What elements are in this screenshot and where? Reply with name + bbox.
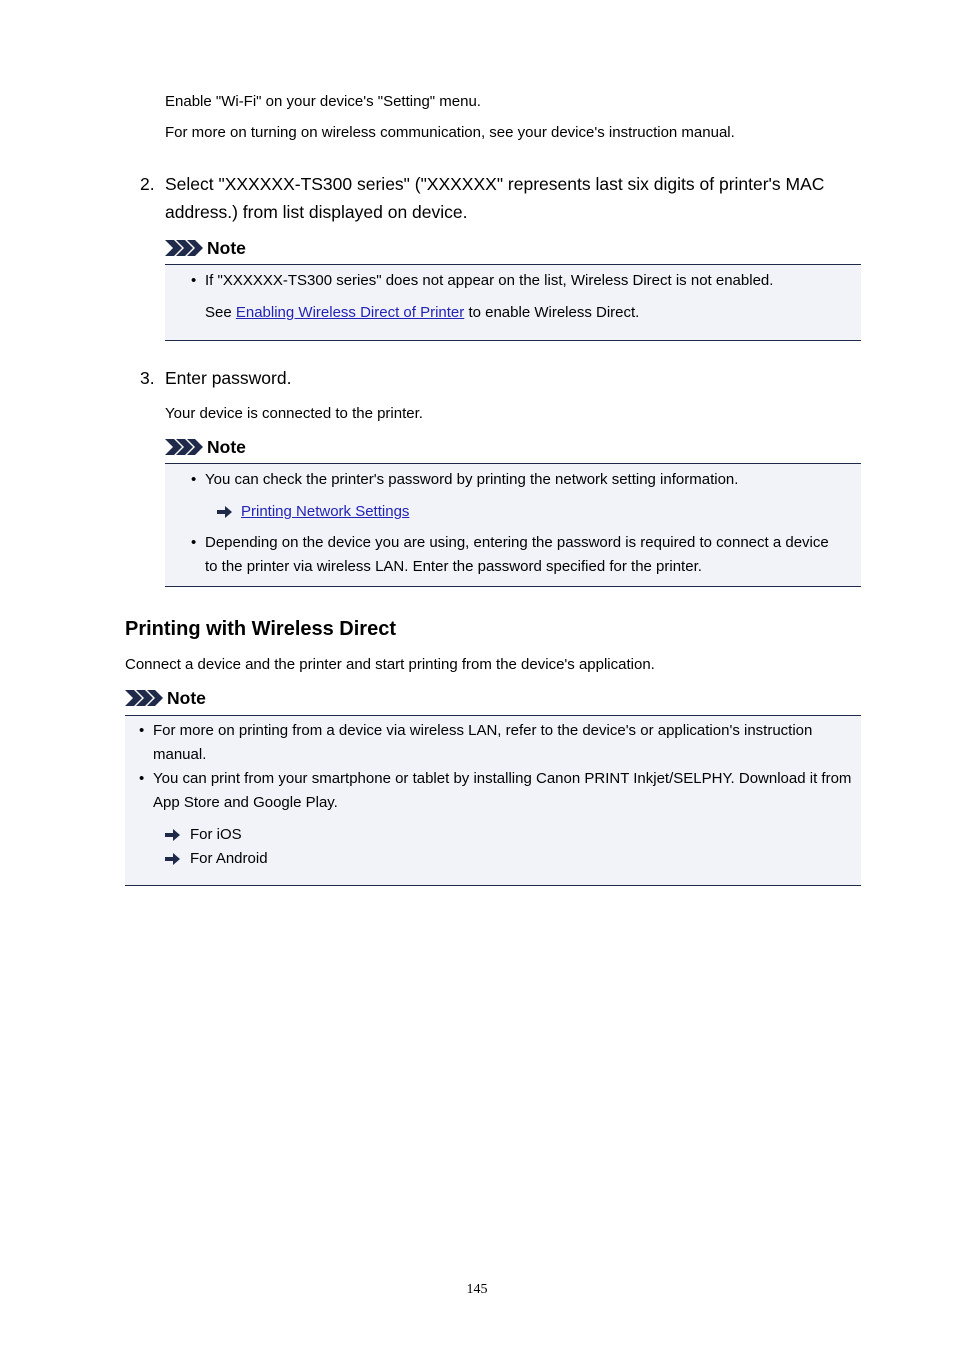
note-box [165, 463, 861, 587]
bullet-dot: • [139, 770, 145, 787]
note-heading [165, 437, 246, 457]
arrow-right-icon [165, 853, 181, 865]
see-prefix: See [205, 304, 236, 321]
section-body: Connect a device and the printer and start printing from the device's application. [125, 656, 655, 673]
page-number: 145 [466, 1282, 488, 1297]
note-box [125, 715, 861, 886]
step-3-result: Your device is connected to the printer. [165, 405, 423, 422]
see-suffix: to enable Wireless Direct. [464, 304, 640, 321]
note-label: Note [207, 437, 246, 457]
arrow-right-icon [165, 829, 181, 841]
step-2-number: 2. [140, 174, 155, 194]
note-label: Note [207, 238, 246, 258]
printing-network-settings-link[interactable]: Printing Network Settings [241, 503, 410, 520]
note-box [165, 264, 861, 341]
for-ios-link[interactable]: For iOS [190, 826, 242, 843]
note-bullet-text: For more on printing from a device via wireless LAN, refer to the device's or application's instruction manual. [153, 722, 813, 763]
arrow-right-icon [217, 506, 233, 518]
note-see-line [205, 301, 855, 325]
step-3-text: Enter password. [165, 368, 292, 388]
note-bullet-text: Depending on the device you are using, entering the password is required to connect a device to the printer via wireless LAN. Enter the password specified for the printer. [205, 534, 829, 575]
note-heading [165, 238, 246, 258]
step-2-text: Select "XXXXXX-TS300 series" ("XXXXXX" represents last six digits of printer's MAC address.) from list displayed on device. [165, 174, 825, 222]
enabling-wireless-direct-link[interactable]: Enabling Wireless Direct of Printer [235, 304, 465, 321]
note-bullet-text: You can print from your smartphone or tablet by installing Canon PRINT Inkjet/SELPHY. Download it from App Store and Google Play. [153, 770, 852, 811]
intro-line-2: For more on turning on wireless communication, see your device's instruction manual. [165, 124, 735, 141]
note-bullet-text: If "XXXXXX-TS300 series" does not appear on the list, Wireless Direct is not enabled. [205, 272, 774, 289]
for-android-link[interactable]: For Android [190, 850, 268, 867]
intro-line-1: Enable "Wi-Fi" on your device's "Setting" menu. [165, 93, 481, 110]
note-chevrons-icon [165, 239, 203, 257]
bullet-dot: • [191, 534, 197, 551]
bullet-dot: • [191, 471, 197, 488]
note-bullet-text: You can check the printer's password by printing the network setting information. [205, 471, 739, 488]
note-label: Note [167, 688, 206, 708]
step-3-number: 3. [140, 368, 155, 388]
bullet-dot: • [191, 272, 197, 289]
note-chevrons-icon [165, 438, 203, 456]
bullet-dot: • [139, 722, 145, 739]
note-chevrons-icon [125, 689, 163, 707]
section-heading: Printing with Wireless Direct [125, 618, 396, 640]
note-heading [125, 688, 206, 708]
